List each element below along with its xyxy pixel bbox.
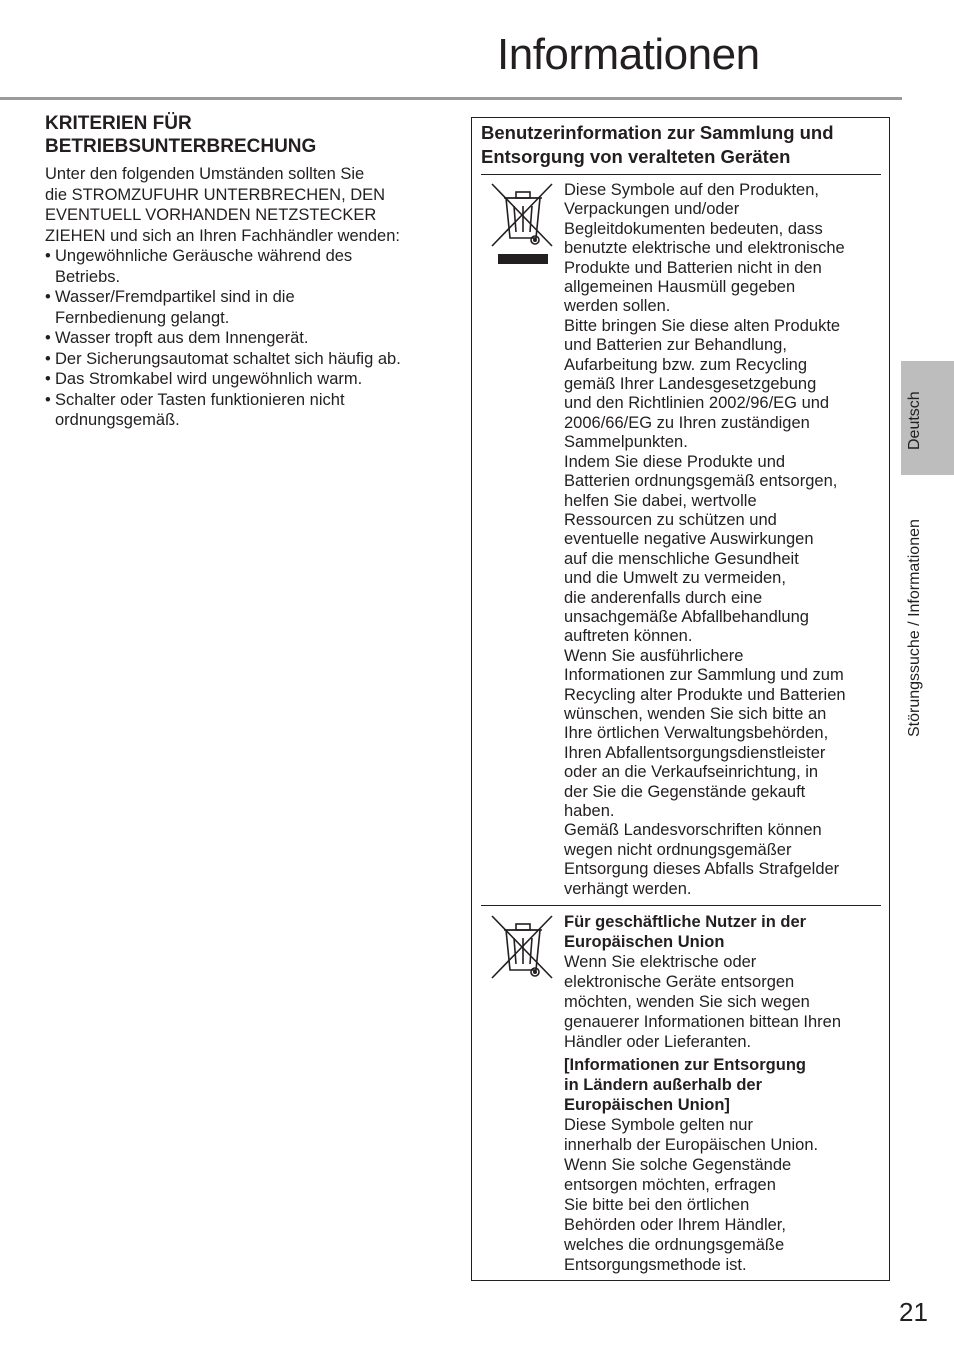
list-item-line: Betriebs. bbox=[55, 267, 121, 286]
text-line: Diese Symbole gelten nur bbox=[564, 1116, 753, 1134]
left-column bbox=[45, 112, 445, 431]
text-line: Entsorgungsmethode ist. bbox=[564, 1256, 747, 1274]
disposal-info-box bbox=[471, 117, 890, 1281]
list-item-line: • Der Sicherungsautomat schaltet sich häufig ab. bbox=[55, 349, 401, 368]
text-line: Ressourcen zu schützen und bbox=[564, 510, 777, 529]
text-line: verhängt werden. bbox=[564, 879, 692, 898]
text-line: Entsorgung dieses Abfalls Strafgelder bbox=[564, 860, 840, 879]
text-line: haben. bbox=[564, 802, 615, 820]
text-line: Produkte und Batterien nicht in den bbox=[564, 258, 822, 277]
page-number: 21 bbox=[899, 1297, 928, 1327]
text-line: Ihren Abfallentsorgungsdienstleister bbox=[564, 743, 826, 762]
list-item-line: • Wasser/Fremdpartikel sind in die bbox=[55, 288, 295, 306]
text-line: eventuelle negative Auswirkungen bbox=[564, 530, 814, 549]
language-tab-label: Deutsch bbox=[906, 391, 923, 450]
list-item-line: Fernbedienung gelangt. bbox=[55, 308, 230, 327]
box-divider bbox=[481, 905, 881, 906]
text-line: Aufarbeitung bzw. zum Recycling bbox=[564, 355, 808, 374]
text-line: Gemäß Landesvorschriften können bbox=[564, 821, 822, 840]
text-line: Wenn Sie elektrische oder bbox=[564, 953, 757, 971]
box-heading bbox=[481, 121, 881, 168]
text-line: werden sollen. bbox=[564, 297, 671, 316]
text-line: Sie bitte bei den örtlichen bbox=[564, 1196, 750, 1214]
text-line: Behörden oder Ihrem Händler, bbox=[564, 1216, 786, 1234]
text-line: und den Richtlinien 2002/96/EG und bbox=[564, 394, 830, 413]
list-item bbox=[45, 287, 445, 328]
list-item bbox=[45, 246, 445, 287]
text-line: und die Umwelt zu vermeiden, bbox=[564, 569, 786, 588]
intro-paragraph bbox=[45, 164, 445, 246]
text-line: Ihre örtlichen Verwaltungsbehörden, bbox=[564, 724, 829, 743]
disposal-info-text bbox=[564, 181, 882, 899]
list-item bbox=[45, 369, 445, 390]
box-divider bbox=[481, 174, 881, 175]
list-item-line: • Ungewöhnliche Geräusche während des bbox=[55, 247, 353, 265]
text-line: Bitte bringen Sie diese alten Produkte bbox=[564, 316, 841, 335]
text-line: die anderenfalls durch eine bbox=[564, 588, 763, 607]
business-heading-line: Für geschäftliche Nutzer in der bbox=[564, 913, 807, 931]
crossed-out-wheelie-bin-icon bbox=[490, 182, 556, 266]
text-line: Wenn Sie solche Gegenstände bbox=[564, 1156, 792, 1174]
section-heading bbox=[45, 112, 445, 158]
text-line: Informationen zur Sammlung und zum bbox=[564, 666, 844, 685]
text-line: welches die ordnungsgemäße bbox=[564, 1236, 785, 1254]
text-line: Diese Symbole auf den Produkten, bbox=[564, 181, 819, 199]
text-line: innerhalb der Europäischen Union. bbox=[564, 1136, 819, 1154]
list-item bbox=[45, 349, 445, 370]
text-line: entsorgen möchten, erfragen bbox=[564, 1176, 776, 1194]
crossed-out-wheelie-bin-icon bbox=[490, 914, 556, 982]
text-line: genauerer Informationen bittean Ihren bbox=[564, 1013, 842, 1031]
text-line: der Sie die Gegenstände gekauft bbox=[564, 782, 806, 801]
list-item-line: ordnungsgemäß. bbox=[55, 411, 180, 429]
list-item-line: • Das Stromkabel wird ungewöhnlich warm. bbox=[55, 370, 363, 388]
criteria-list bbox=[45, 246, 445, 431]
text-line: Batterien ordnungsgemäß entsorgen, bbox=[564, 472, 838, 491]
intro-line: ZIEHEN und sich an Ihren Fachhändler wenden: bbox=[45, 226, 400, 245]
box-heading-line: Entsorgung von veralteten Geräten bbox=[481, 145, 791, 167]
text-line: benutzte elektrische und elektronische bbox=[564, 239, 845, 258]
list-item bbox=[45, 328, 445, 349]
intro-line: die STROMZUFUHR UNTERBRECHEN, DEN bbox=[45, 185, 386, 204]
outside-eu-heading-line: [Informationen zur Entsorgung bbox=[564, 1056, 806, 1074]
list-item bbox=[45, 390, 445, 431]
title-divider bbox=[0, 97, 902, 100]
text-line: Sammelpunkten. bbox=[564, 433, 688, 452]
outside-eu-heading-line: in Ländern außerhalb der bbox=[564, 1076, 763, 1094]
text-line: möchten, wenden Sie sich wegen bbox=[564, 993, 810, 1011]
intro-line: EVENTUELL VORHANDEN NETZSTECKER bbox=[45, 206, 377, 224]
text-line: gemäß Ihrer Landesgesetzgebung bbox=[564, 375, 817, 394]
text-line: unsachgemäße Abfallbehandlung bbox=[564, 607, 809, 626]
text-line: elektronische Geräte entsorgen bbox=[564, 973, 795, 991]
list-item-line: • Wasser tropft aus dem Innengerät. bbox=[55, 329, 309, 347]
business-users-text bbox=[564, 912, 882, 1275]
text-line: auftreten können. bbox=[564, 627, 693, 646]
text-line: helfen Sie dabei, wertvolle bbox=[564, 491, 757, 510]
heading-line: KRITERIEN FÜR bbox=[45, 113, 192, 134]
page-title: Informationen bbox=[497, 30, 760, 79]
text-line: allgemeinen Hausmüll gegeben bbox=[564, 278, 796, 297]
list-item-line: • Schalter oder Tasten funktionieren nicht bbox=[55, 390, 345, 409]
text-line: oder an die Verkaufseinrichtung, in bbox=[564, 763, 819, 782]
outside-eu-heading-line: Europäischen Union] bbox=[564, 1096, 730, 1114]
text-line: 2006/66/EG zu Ihren zuständigen bbox=[564, 413, 810, 432]
text-line: Wenn Sie ausführlichere bbox=[564, 646, 744, 665]
text-line: und Batterien zur Behandlung, bbox=[564, 336, 787, 355]
intro-line: Unter den folgenden Umständen sollten Sie bbox=[45, 165, 365, 183]
text-line: auf die menschliche Gesundheit bbox=[564, 549, 799, 568]
text-line: Recycling alter Produkte und Batterien bbox=[564, 685, 846, 704]
text-line: Händler oder Lieferanten. bbox=[564, 1033, 752, 1051]
text-line: Indem Sie diese Produkte und bbox=[564, 452, 786, 471]
text-line: wegen nicht ordnungsgemäßer bbox=[564, 840, 792, 859]
text-line: Verpackungen und/oder bbox=[564, 200, 740, 219]
heading-line: BETRIEBSUNTERBRECHUNG bbox=[45, 136, 317, 157]
business-heading-line: Europäischen Union bbox=[564, 933, 725, 951]
box-heading-line: Benutzerinformation zur Sammlung und bbox=[481, 122, 834, 143]
section-side-label: Störungssuche / Informationen bbox=[906, 519, 923, 737]
text-line: wünschen, wenden Sie sich bitte an bbox=[564, 704, 827, 723]
text-line: Begleitdokumenten bedeuten, dass bbox=[564, 219, 823, 238]
